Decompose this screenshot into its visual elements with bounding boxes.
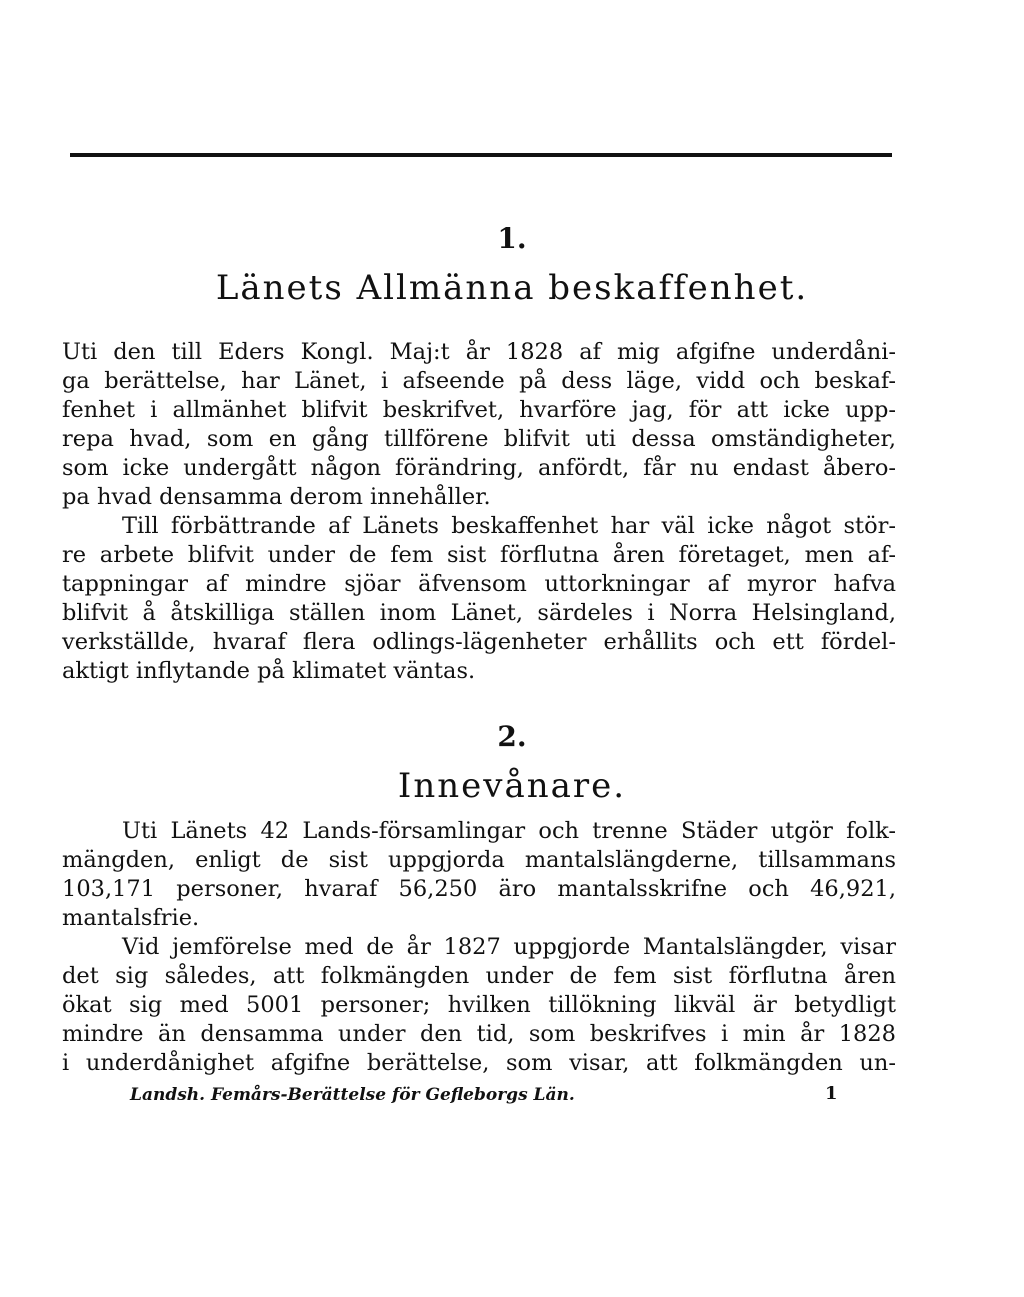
section-2-paragraph-1 bbox=[62, 817, 896, 933]
text-line: blifvit å åtskilliga ställen inom Länet, särdeles i Norra Helsingland, bbox=[62, 600, 896, 626]
text-line: re arbete blifvit under de fem sist förflutna åren företaget, men af- bbox=[62, 542, 896, 568]
section-1-number: 1. bbox=[497, 222, 527, 255]
text-line: i underdånighet afgifne berättelse, som visar, att folkmängden un- bbox=[62, 1050, 896, 1076]
text-line: som icke undergått någon förändring, anfördt, får nu endast åbero- bbox=[62, 455, 896, 481]
section-1-title: Länets Allmänna beskaffenhet. bbox=[215, 268, 809, 308]
text-line: verkställde, hvaraf flera odlings-lägenheter erhållits och ett fördel- bbox=[62, 629, 896, 655]
text-line: ökat sig med 5001 personer; hvilken tillökning likväl är betydligt bbox=[62, 992, 896, 1018]
section-1-paragraph-2 bbox=[62, 512, 896, 686]
text-line: Uti Länets 42 Lands-församlingar och trenne Städer utgör folk- bbox=[122, 818, 896, 844]
header-rule bbox=[70, 153, 892, 157]
text-line: tappningar af mindre sjöar äfvensom uttorkningar af myror hafva bbox=[62, 571, 896, 597]
folio-mark: 1 bbox=[825, 1083, 838, 1104]
text-line: fenhet i allmänhet blifvit beskrifvet, hvarföre jag, för att icke upp- bbox=[62, 397, 896, 423]
section-2-paragraph-2 bbox=[62, 933, 896, 1078]
text-line: aktigt inflytande på klimatet väntas. bbox=[62, 658, 476, 684]
section-2-title: Innevånare. bbox=[397, 766, 627, 806]
text-line: det sig således, att folkmängden under de fem sist förflutna åren bbox=[62, 963, 896, 989]
text-line: pa hvad densamma derom innehåller. bbox=[62, 484, 491, 510]
text-line: mindre än densamma under den tid, som beskrifves i min år 1828 bbox=[62, 1021, 896, 1047]
footer-signature: Landsh. Femårs-Berättelse för Gefleborgs Län. bbox=[130, 1085, 575, 1105]
section-1-paragraph-1 bbox=[62, 338, 896, 512]
text-line: 103,171 personer, hvaraf 56,250 äro mantalsskrifne och 46,921, bbox=[62, 876, 896, 902]
text-line: Till förbättrande af Länets beskaffenhet har väl icke något stör- bbox=[122, 513, 896, 539]
text-line: Vid jemförelse med de år 1827 uppgjorde Mantalslängder, visar bbox=[122, 934, 896, 960]
text-line: ga berättelse, har Länet, i afseende på dess läge, vidd och beskaf- bbox=[62, 368, 896, 394]
text-line: mängden, enligt de sist uppgjorda mantalslängderne, tillsammans bbox=[62, 847, 896, 873]
text-line: repa hvad, som en gång tillförene blifvit uti dessa omständigheter, bbox=[62, 426, 896, 452]
section-2-number: 2. bbox=[497, 720, 527, 753]
text-line: Uti den till Eders Kongl. Maj:t år 1828 af mig afgifne underdåni- bbox=[62, 339, 896, 365]
text-line: mantalsfrie. bbox=[62, 905, 200, 931]
